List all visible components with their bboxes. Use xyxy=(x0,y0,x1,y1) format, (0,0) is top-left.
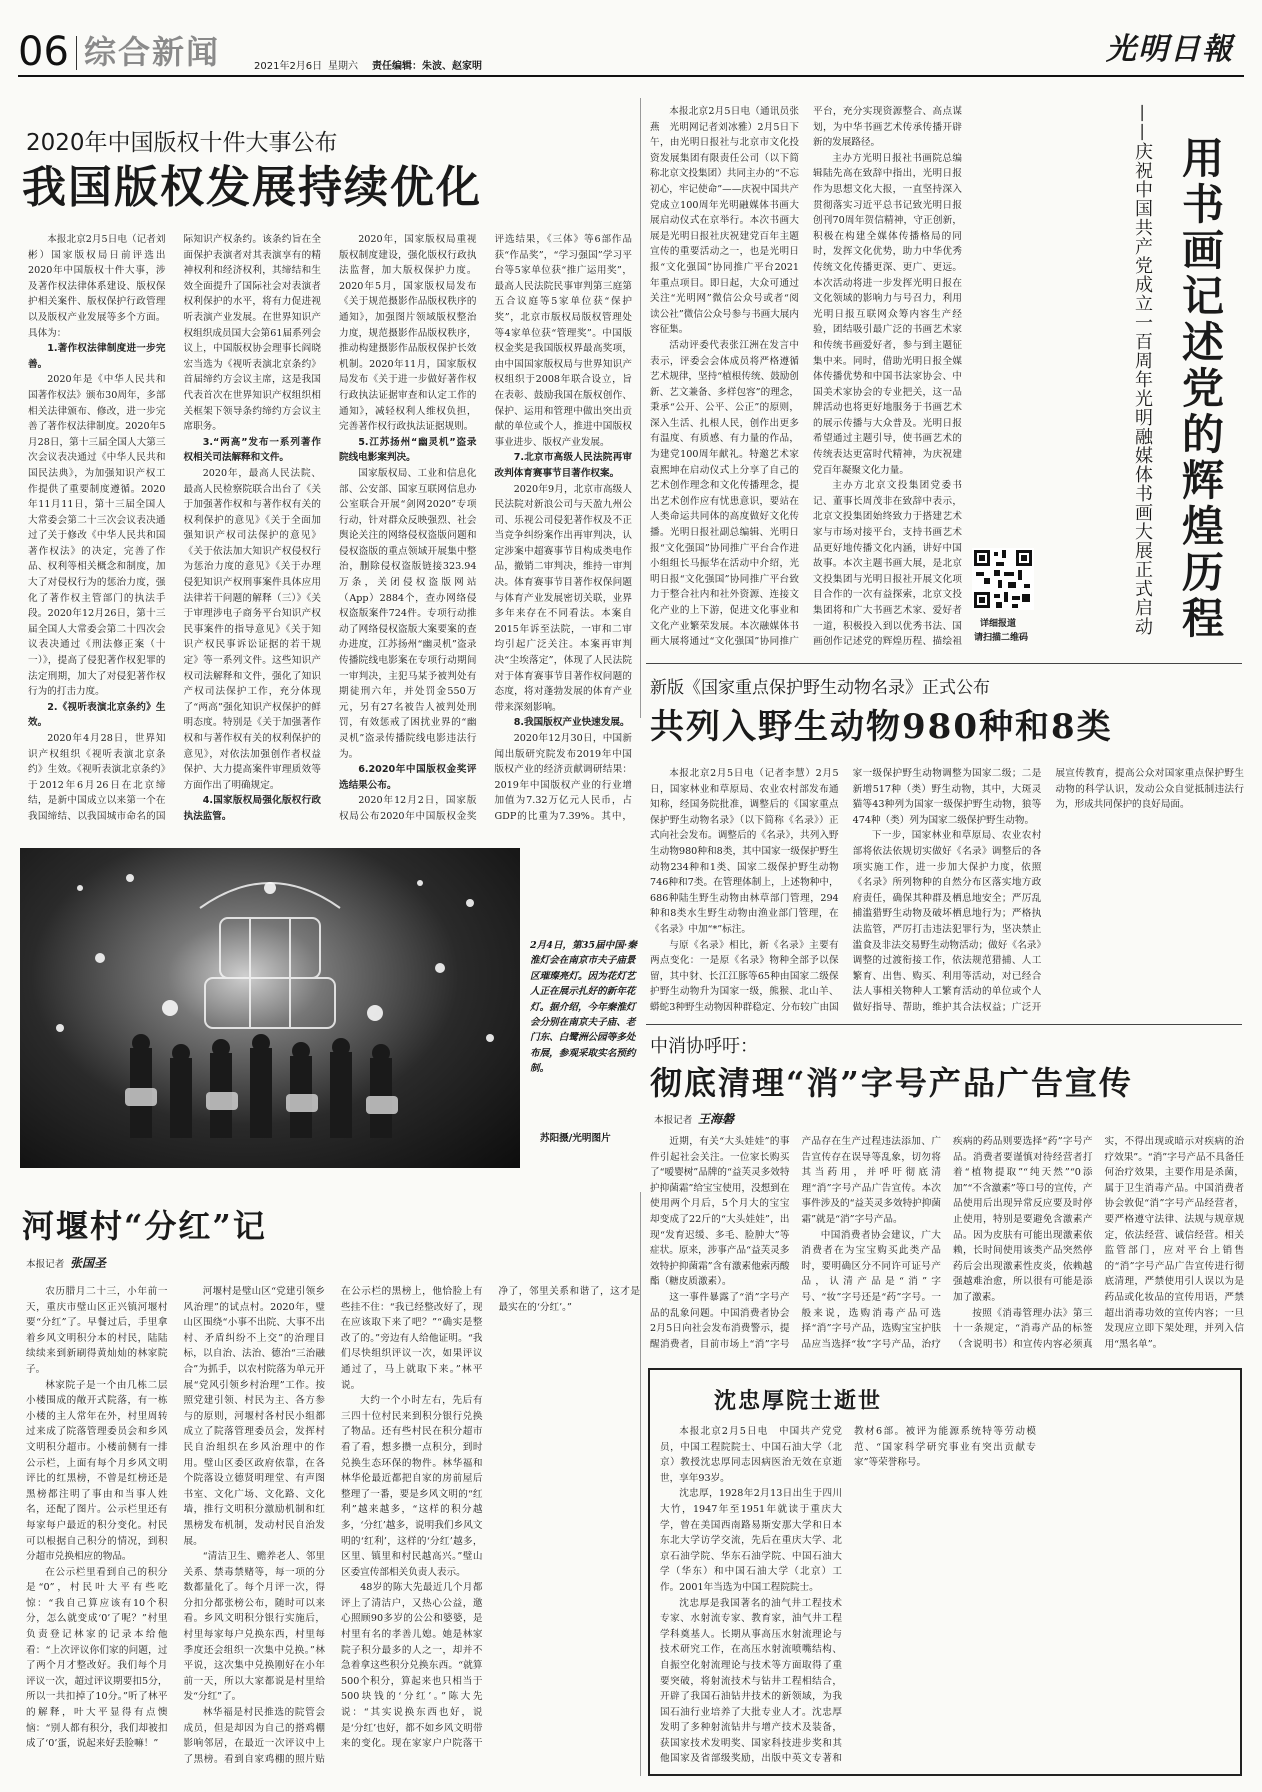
disinfect-p2: 中国消费者协会建议，广大消费者在为宝宝购买此类产品时，要明确区分不同许可证号产品，认清产品是“消”字号、“妆”字号还是“药”字号。一般来说，选购消毒产品可选择“消”字号产品，选购宝宝护肤品应当选择“妆”字号产品，治疗疾病的药品则要选择“药”字号产品。消费者要谨慎对待经营者打着“植物提取”“纯天然”“0添加”“不含激素”等口号的宣传，产品使用后出现异常反应要及时停止使用，特别是要避免含激素产品。因为皮肤有可能出现激素依赖，长时间使用该类产品突然停药后会出现激素性皮炎，依赖越强越难治愈，所以很有可能是添加了激素。 xyxy=(801,1136,1093,1350)
calligraphy-p1: 活动评委代表张江洲在发言中表示，评委会会体成员将严格遵循艺术规律，坚持“植根传统、鼓励创新、艺文兼备、多样包容”的理念，秉承“公开、公平、公正”的原则，深入生活、扎根人民，创作出更多有温度、有质感、有力量的作品，为建党100周年献礼。特邀艺术家袁熙坤在启动仪式上分享了自己的艺术创作理念和文化传播理念，提出艺术创作应有忧患意识，要站在人类命运共同体的高度做好文化传播。光明日报社副总编辑、光明日报“文化强国”协同推广平台合作进小组组长马振华在活动中介绍，光明日报“文化强国”协同推广平台致力于整合社内和社外资源、连接文化产业的上下游，促进文化事业和文化产业繁荣发展。本次融媒体书画大展将通过“文化强国”协同推广平台，充分实现资源整合、高点谋划，为中华书画艺术传承传播开辟新的发展路径。 xyxy=(650,106,962,648)
header-divider xyxy=(76,36,77,70)
copyright-p4: 2020年4月28日，世界知识产权组织《视听表演北京条约》生效。《视听表演北京条约》于2012年6月26日在北京缔结，是新中国成立以来第一个在我国缔结、以我国城市命名的国际知识产权条约。该条约旨在全面保护表演者对其表演享有的精神权利和经济权利，其缔结和生效全面提升了国际社会对表演者权利保护的水平，将有力促进视听表演产业发展。在世界知识产权组织成员国大会第61届系列会议上，中国版权协会理事长阎晓宏当选为《视听表演北京条约》首届缔约方会议主席，这是我国代表首次在世界知识产权组织相关框架下领导条约缔约方会议主席职务。 xyxy=(28,234,321,822)
calligraphy-headline: 用书画记述党的辉煌历程 xyxy=(1176,136,1225,642)
village-p1: 林家院子是一个由几栋二层小楼围成的敞开式院落，有一栋小楼的主人常年在外，村里周转过来成了院落管理委员会和乡风文明积分超市。小楼前侧有一排公示栏，上面有每个月乡风文明评比的红黑榜，不曾是红榜还是黑榜都注明了事由和当事人姓名，还配了图片。公示栏里还有每家每户最近的积分变化。村民可以根据自己积分的情况，到积分超市兑换相应的物品。 xyxy=(26,1379,168,1563)
section-title: 综合新闻 xyxy=(84,33,221,71)
wildlife-headline: 共列入野生动物980种和8类 xyxy=(650,707,1113,747)
disinfect-headline: 彻底清理“消”字号产品广告宣传 xyxy=(650,1064,1133,1102)
copyright-sub-7: 7.北京市高级人民法院再审改判体育赛事节目著作权案。 xyxy=(494,452,632,479)
copyright-p6: 2020年，最高人民法院、最高人民检察院联合出台了《关于加强著作权和与著作权有关的权利保护的意见》《关于全面加强知识产权司法保护的意见》《关于依法加大知识产权侵权行为惩治力度的意见》《关于办理侵犯知识产权刑事案件具体应用法律若干问题的解释（三）》《关于审理涉电子商务平台知识产权民事案件的指导意见》《关于知识产权民事诉讼证据的若干规定》等一系列文件。这些知识产权司法解释和文件，强化了知识产权司法保护工作，充分体现了“两高”强化知识产权保护的鲜明态度。特别是《关于加强著作权和与著作权有关的权利保护的意见》，对依法加强创作者权益保护、大力提高案件审理质效等方面作出了明确规定。 xyxy=(183,467,321,791)
copyright-sub-3: 3.“两高”发布一系列著作权相关司法解释和文件。 xyxy=(183,436,321,464)
calligraphy-subhead: ——庆祝中国共产党成立一百周年光明融媒体书画大展正式启动 xyxy=(1132,104,1153,636)
column-rule-main xyxy=(640,98,641,718)
wildlife-body xyxy=(650,766,1244,1018)
wildlife-kicker: 新版《国家重点保护野生动物名录》正式公布 xyxy=(650,678,990,698)
obituary-p0: 本报北京2月5日电 中国共产党党员，中国工程院院士、中国石油大学（北京）教授沈忠厚同志因病医治无效在京逝世，享年93岁。 xyxy=(660,1426,842,1484)
obituary-body xyxy=(660,1424,1230,1770)
obituary-p1: 沈忠厚，1928年2月13日出生于四川大竹，1947年至1951年就读于重庆大学，曾在美国西南路易斯安那大学和日本东北大学访学交流，先后在重庆大学、北京石油学院、华东石油学院、中国石油大学（华东）和中国石油大学（北京）工作。2001年当选为中国工程院院士。 xyxy=(660,1488,842,1593)
village-headline: 河堰村“分红”记 xyxy=(22,1207,267,1245)
disinfect-kicker: 中消协呼吁： xyxy=(650,1036,758,1057)
disinfect-p1: 这一事件暴露了“消”字号产品的乱象问题。中国消费者协会2月5日向社会发布消费警示，提醒消费者，目前市场上“消”字号产品存在生产过程违法添加、广告宣传存在误导等乱象，切勿将其当药用，并呼吁彻底清理“消”字号产品广告宣传。本次事件涉及的“益芙灵多效特护抑菌霜”就是“消”字号产品。 xyxy=(650,1136,941,1350)
village-body xyxy=(26,1284,640,1774)
obituary-headline: 沈忠厚院士逝世 xyxy=(714,1388,883,1414)
calligraphy-body xyxy=(650,104,962,652)
photo-credit: 苏阳摄/光明图片 xyxy=(540,1133,611,1144)
photo-caption: 2月4日，第35届中国·秦淮灯会在南京市夫子庙景区璀璨亮灯。因为花灯艺人正在展示扎好的新年花灯。据介绍，今年秦淮灯会分别在南京夫子庙、老门东、白鹭洲公园等多处布展，参观采取实名预约制。 xyxy=(530,940,637,1075)
copyright-p16: 2020年12月30日，中国新闻出版研究院发布2019年中国版权产业的经济贡献调研结果：2019年中国版权产业的行业增加值为7.32万亿元人民币，占GDP的比重为7.39%。其中， xyxy=(494,733,632,822)
village-byline-label: 本报记者 xyxy=(26,1259,65,1270)
village-p3: 河堰村是璧山区“党建引领乡风治理”的试点村。2020年，璧山区围绕“小事不出院、大事不出村、矛盾纠纷不上交”的治理目标，以自治、法治、德治“三治融合”为抓手，以农村院落为单元开展“党风引领乡村治理”工作。按照党建引领、村民为主、各方参与的原则，河堰村各村民小组都成立了院落管理委员会，发挥村民自治组织在乡风治理中的作用。璧山区委区政府依靠，在各个院落设立德贤明理堂、有声图书室、文化广场、文化路、文化墙，推行文明积分激励机制和红黑榜发布机制，发动村民自治发展。 xyxy=(183,1286,325,1547)
wildlife-p2: 下一步，国家林业和草原局、农业农村部将依法依规切实做好《名录》调整后的各项实施工作，进一步加大保护力度，依照《名录》所列物种的自然分布区落实地方政府责任，确保其种群及栖息地安全；严厉乱捕滥猎野生动物及破坏栖息地行为；严格执法监管，严厉打击违法犯罪行为，坚决禁止滥食及非法交易野生动物活动；做好《名录》调整的过渡衔接工作，依法规范猎捕、人工繁育、出售、购买、利用等活动，对已经合法人事相关物种人工繁育活动的单位或个人做好指导、帮助，维护其合法权益；广泛开展宣传教育，提高公众对国家重点保护野生动物的科学认识，发动公众自觉抵制违法行为，形成共同保护的良好局面。 xyxy=(852,768,1244,1013)
village-byline-name: 张国圣 xyxy=(70,1256,107,1270)
copyright-p0: 本报北京2月5日电（记者刘彬）国家版权局日前评选出2020年中国版权十件大事，涉及著作权法律体系建设、版权保护相关案件、版权保护行政管理以及版权产业发展等多个方面。具体为： xyxy=(28,234,166,339)
copyright-sub-8: 8.我国版权产业快速发展。 xyxy=(513,717,630,729)
calligraphy-p0: 本报北京2月5日电（通讯员张燕 光明网记者刘冰雅）2月5日下午，由光明日报社与北京市文化投资发展集团有限责任公司（以下简称北京文投集团）共同主办的“不忘初心，牢记使命”——庆祝中国共产党成立100周年光明融媒体书画大展启动仪式在京举行。本次书画大展是光明日报社庆祝建党百年主题宣传的重要活动之一，也是光明日报“文化强国”协同推广平台2021年重点项目。即日起，大众可通过关注“光明网”微信公众号或者“阅读公社”微信公众号参与书画大展内容征集。 xyxy=(650,106,799,336)
village-p2: 在公示栏里看到自己的积分是“0”，村民叶大平有些吃惊：“我自己算应该有10个积分，怎么就变成‘0’了呢？”村里负责登记林家的记录本给他看：“上次评议你们家的问题，过了两个月才整改好。我们每个月评议一次，超过评议期要扣5分，所以一共扣掉了10分。”听了林平的解释，叶大平显得有点懊恼：“别人都有积分，我们却被扣成了‘0’蛋，说起来好丢脸嘛！” xyxy=(26,1566,168,1750)
copyright-kicker: 2020年中国版权十件大事公布 xyxy=(26,130,338,156)
village-p6: 大约一个小时左右，先后有三四十位村民来到积分银行兑换了物品。还有些村民在积分超市看了看，想多攒一点积分，到时兑换生态环保的物件。林华福和林华伦最近都把自家的房前屋后整理了一番，要是乡风文明的“红利”越来越多，“这样的积分越多，‘分红’越多，说明我们乡风文明的‘红利’，这样的‘分红’越多，区里、镇里和村民越高兴。”璧山区委宣传部相关负责人表示。 xyxy=(341,1395,483,1578)
calligraphy-p2: 主办方光明日报社书画院总编辑陆先高在致辞中指出，光明日报作为思想文化大报，一直坚持深入贯彻落实习近平总书记致光明日报创刊70周年贺信精神，守正创新，积极在构建全媒体传播格局的同时，发挥文化优势，助力中华优秀传统文化传播更深、更广、更远。本次活动将进一步发挥光明日报在文化领域的影响力与号召力，利用光明日报互联网众筹内容生产经验，团结吸引最广泛的书画艺术家和传统书画爱好者，参与到主题征集中来。同时，借助光明日报全媒体传播优势和中国书法家协会、中国美术家协会的专业把关，这一品牌活动也将更好地服务于书画艺术的展示传播与大众普及。光明日报希望通过主题引导，使书画艺术的传统表达更富时代精神，为庆祝建党百年凝聚文化力量。 xyxy=(813,152,962,476)
village-p4: “清洁卫生、赡养老人、邻里关系、禁毒禁赌等，每一项的分数都量化了。每个月评一次，得分扣分都张榜公布，随时可以来看。乡风文明积分银行实施后，村里每家每户兑换东西，村里每季度还会组织一次集中兑换。”林平说，这次集中兑换刚好在小年前一天，所以大家都说是村里给发“分红”了。 xyxy=(183,1551,325,1703)
qr-caption-1: 详细报道 xyxy=(980,619,1017,629)
rule-disinfect-top xyxy=(646,1024,1242,1025)
disinfect-byline-name: 王海磐 xyxy=(698,1112,735,1126)
village-p5: 林华福是村民推选的院管会成员，但是却因为自己的搭鸡棚影响邻居，在最近一次评议中上了黑榜。看到自家鸡棚的照片贴在公示栏的黑榜上，他恰脸上有些挂不住：“我已经整改好了，现在应该取下来了吧？”“确实是整改了的。”旁边有人给他证明。“我们尽快组织评议一次，如果评议通过了，马上就取下来。”林平说。 xyxy=(183,1286,483,1765)
column-rule-bottom xyxy=(640,1192,641,1776)
disinfect-byline-label: 本报记者 xyxy=(654,1115,693,1126)
village-p0: 农历腊月二十三，小年前一天，重庆市璧山区正兴镇河堰村要“分红”了。早餐过后，手里拿着乡风文明积分本的村民，陆陆续续来到新刷得黄灿灿的林家院子。 xyxy=(26,1286,168,1375)
header-rule xyxy=(18,75,1244,77)
disinfect-p0: 近期，有关“大头娃娃”的事件引起社会关注。一位家长购买了“嗳婴树”品牌的“益芙灵多效特护抑菌霜”给宝宝使用，没想到在使用两个月后，5个月大的宝宝却变成了22斤的“大头娃娃”，出现“发育迟缓、多毛、脸肿大”等症状。原来，涉事产品“益芙灵多效特护抑菌霜”含有激素他索丙酸酯（糖皮质激素）。 xyxy=(650,1136,790,1288)
issue-weekday: 星期六 xyxy=(328,61,358,72)
village-p7: 48岁的陈大先最近几个月都评上了清洁户，又热心公益，邀心照顾90多岁的公公和婆婆，是村里有名的孝善儿媳。她是林家院子积分最多的人之一，却并不急着拿这些积分兑换东西。“就算500个积分，算起来也只相当于500块钱的‘分红’。”陈大先说：“其实说换东西也好，说是‘分红’也好，都不如乡风文明带来的变化。现在家家户户院落干净了，邻里关系和谐了，这才是最实在的‘分红’。” xyxy=(341,1286,640,1750)
copyright-sub-1: 1.著作权法律制度进一步完善。 xyxy=(28,343,166,370)
responsible-editors: 责任编辑：朱波、赵家明 xyxy=(372,61,482,72)
issue-date: 2021年2月6日 xyxy=(254,61,323,72)
copyright-sub-6: 6.2020年中国版权金奖评选结果公布。 xyxy=(339,764,477,791)
copyright-p14: 2020年9月，北京市高级人民法院对新浪公司与天盈九州公司、乐视公司侵犯著作权及不正当竞争纠纷案作出再审判决，认定涉案中超赛事节目构成类电作品，撤销二审判决，维持一审判决。体育赛事节目著作权保问题与体育产业发展密切关联，业界多年来存在不同看法。本案自2015年诉至法院，一审和二审均引起广泛关注。本案再审判决“尘埃落定”，体现了人民法院对于体育赛事节目著作权问题的态度，将对蓬勃发展的体育产业带来深刻影响。 xyxy=(494,483,632,713)
rule-wildlife-top xyxy=(646,663,1242,664)
copyright-p2: 2020年是《中华人民共和国著作权法》颁布30周年，多部相关法律颁布、修改，进一步完善了著作权法律制度。2020年5月28日，第十三届全国人大第三次会议表决通过《中华人民共和国民法典》，为加强知识产权工作提供了重要制度遵循。2020年11月11日，第十三届全国人大常委会第二十三次会议表决通过了关于修改《中华人民共和国著作权法》的决定，完善了作品、权利等相关概念和制度，加大了对侵权行为的惩治力度，强化了著作权主管部门的执法手段。2020年12月26日，第十三届全国人大常委会第二十四次会议表决通过《刑法修正案（十一）》，提高了侵犯著作权犯罪的法定刑期，加大了对侵犯著作权行为的打击力度。 xyxy=(28,374,166,698)
obituary-box xyxy=(648,1368,1242,1776)
wildlife-p1: 与原《名录》相比，新《名录》主要有两点变化：一是原《名录》物种全部予以保留，其中豺、长江江豚等65种由国家二级保护野生动物升为国家一级，熊猴、北山羊、蟒蛇3种野生动物因种群稳定、分布较广由国家一级保护野生动物调整为国家二级；二是新增517种（类）野生动物，其中，大斑灵猫等43种列为国家一级保护野生动物，狼等474种（类）列为国家二级保护野生动物。 xyxy=(650,768,1042,1013)
calligraphy-p3: 主办方北京文投集团党委书记、董事长周茂非在致辞中表示，北京文投集团始终致力于搭建艺术家与市场对接平台，支持书画艺术品更好地传播文化内涵，讲好中国故事。本次主题书画大展，是北京文投集团与光明日报社开展文化项目合作的一次有益探索，北京文投集团将和广大书画艺术家、爱好者一道，积极投入到以优秀书法、国画创作记述党的辉煌历程、描绘祖 xyxy=(813,480,962,648)
qr-caption-2: 请扫描二维码 xyxy=(974,633,1029,643)
copyright-sub-4: 4.国家版权局强化版权行政执法监管。 xyxy=(183,795,321,822)
obituary-p2: 沈忠厚是我国著名的油气井工程技术专家、水射流专家、教育家，油气井工程学科奠基人。长期从事高压水射流理论与技术研究工作，在高压水射流喷嘴结构、自振空化射流理论与技术等方面取得了重要突破，将射流技术与钻井工程相结合，开辟了我国石油钻井技术的新领域，为我国石油行业培养了大批专业人才。沈忠厚发明了多种射流钻井与增产技术及装备，获国家技术发明奖、国家科技进步奖和其他国家及省部级奖励，出版中英文专著和教材6部。被评为能源系统特等劳动模范、“国家科学研究事业有突出贡献专家”等荣誉称号。 xyxy=(660,1426,1036,1765)
lantern-festival-photo xyxy=(20,848,520,1168)
copyright-sub-5: 5.江苏扬州“幽灵机”盗录院线电影案判决。 xyxy=(339,436,477,464)
disinfect-body xyxy=(650,1134,1244,1354)
lantern-illustration xyxy=(20,848,520,1168)
copyright-headline: 我国版权发展持续优化 xyxy=(22,162,482,213)
disinfect-p3: 按照《消毒管理办法》第三十一条规定，“消毒产品的标签（含说明书）和宣传内容必须真实，不得出现或暗示对疾病的治疗效果”。“消”字号产品不具备任何治疗效果，主要作用是杀菌，属于卫生消毒产品。中国消费者协会敦促“消”字号产品经营者，要严格遵守法律、法规与规章规定，依法经营、诚信经营。相关监管部门，应对平台上销售的“消”字号产品广告宣传进行彻底清理，严禁使用引人误以为是药品或化妆品的宣传用语，严禁超出消毒功效的宣传内容；一旦发现应立即下架处理，并列入信用“黑名单”。 xyxy=(953,1136,1244,1350)
copyright-p12: 2020年12月2日，国家版权局公布2020年中国版权金奖评选结果，《三体》等6部作品获“作品奖”，“学习强国”学习平台等5家单位获“推广运用奖”，最高人民法院民事审判第三庭第五合议庭等5家单位获“保护奖”，北京市版权局版权管理处等4家单位获“管理奖”。中国版权金奖是我国版权界最高奖项，由中国国家版权局与世界知识产权组织于2008年联合设立，旨在表彰、鼓励我国在版权创作、保护、运用和管理中做出突出贡献的单位或个人，推进中国版权事业进步、版权产业发展。 xyxy=(339,234,632,822)
copyright-body xyxy=(28,232,632,828)
wildlife-p0: 本报北京2月5日电（记者李慧）2月5日，国家林业和草原局、农业农村部发布通知称，经国务院批准，调整后的《国家重点保护野生动物名录》（以下简称《名录》）正式向社会发布。调整后的《名录》，共列入野生动物980种和8类，其中国家一级保护野生动物234种和1类、国家二级保护野生动物746种和7类。在管理体制上，上述物种中，686种陆生野生动物由林草部门管理，294种和8类水生野生动物由渔业部门管理，在《名录》中加“*”标注。 xyxy=(650,768,839,935)
masthead-logo: 光明日報 xyxy=(1106,32,1234,67)
qr-code[interactable] xyxy=(972,548,1034,610)
copyright-sub-2: 2.《视听表演北京条约》生效。 xyxy=(28,701,166,729)
copyright-p10: 国家版权局、工业和信息化部、公安部、国家互联网信息办公室联合开展“剑网2020”专项行动，针对群众反映强烈、社会舆论关注的网络侵权盗版问题和侵权盗版的重点领域开展集中整治，删除侵权盗版链接323.94万条，关闭侵权盗版网站（App）2884个，查办网络侵权盗版案件724件。专项行动推动了网络侵权盗版大案要案的查办进度，江苏扬州“幽灵机”盗录传播院线电影案在专项行动期间一审判决，主犯马某予被判处有期徒刑六年，并处罚金550万元，另有27名被告人被判处刑罚，有效惩戒了困扰业界的“幽灵机”盗录传播院线电影违法行为。 xyxy=(339,467,477,760)
copyright-p8: 2020年，国家版权局重视版权制度建设，强化版权行政执法监督，加大版权保护力度。2020年5月，国家版权局发布《关于规范摄影作品版权秩序的通知》，加强图片领域版权整治力度，规范摄影作品版权秩序，推动构建摄影作品版权保护长效机制。2020年11月，国家版权局发布《关于进一步做好著作权行政执法证据审查和认定工作的通知》，减轻权利人维权负担，完善著作权行政执法证据规则。 xyxy=(339,234,477,433)
page-number: 06 xyxy=(18,29,69,75)
